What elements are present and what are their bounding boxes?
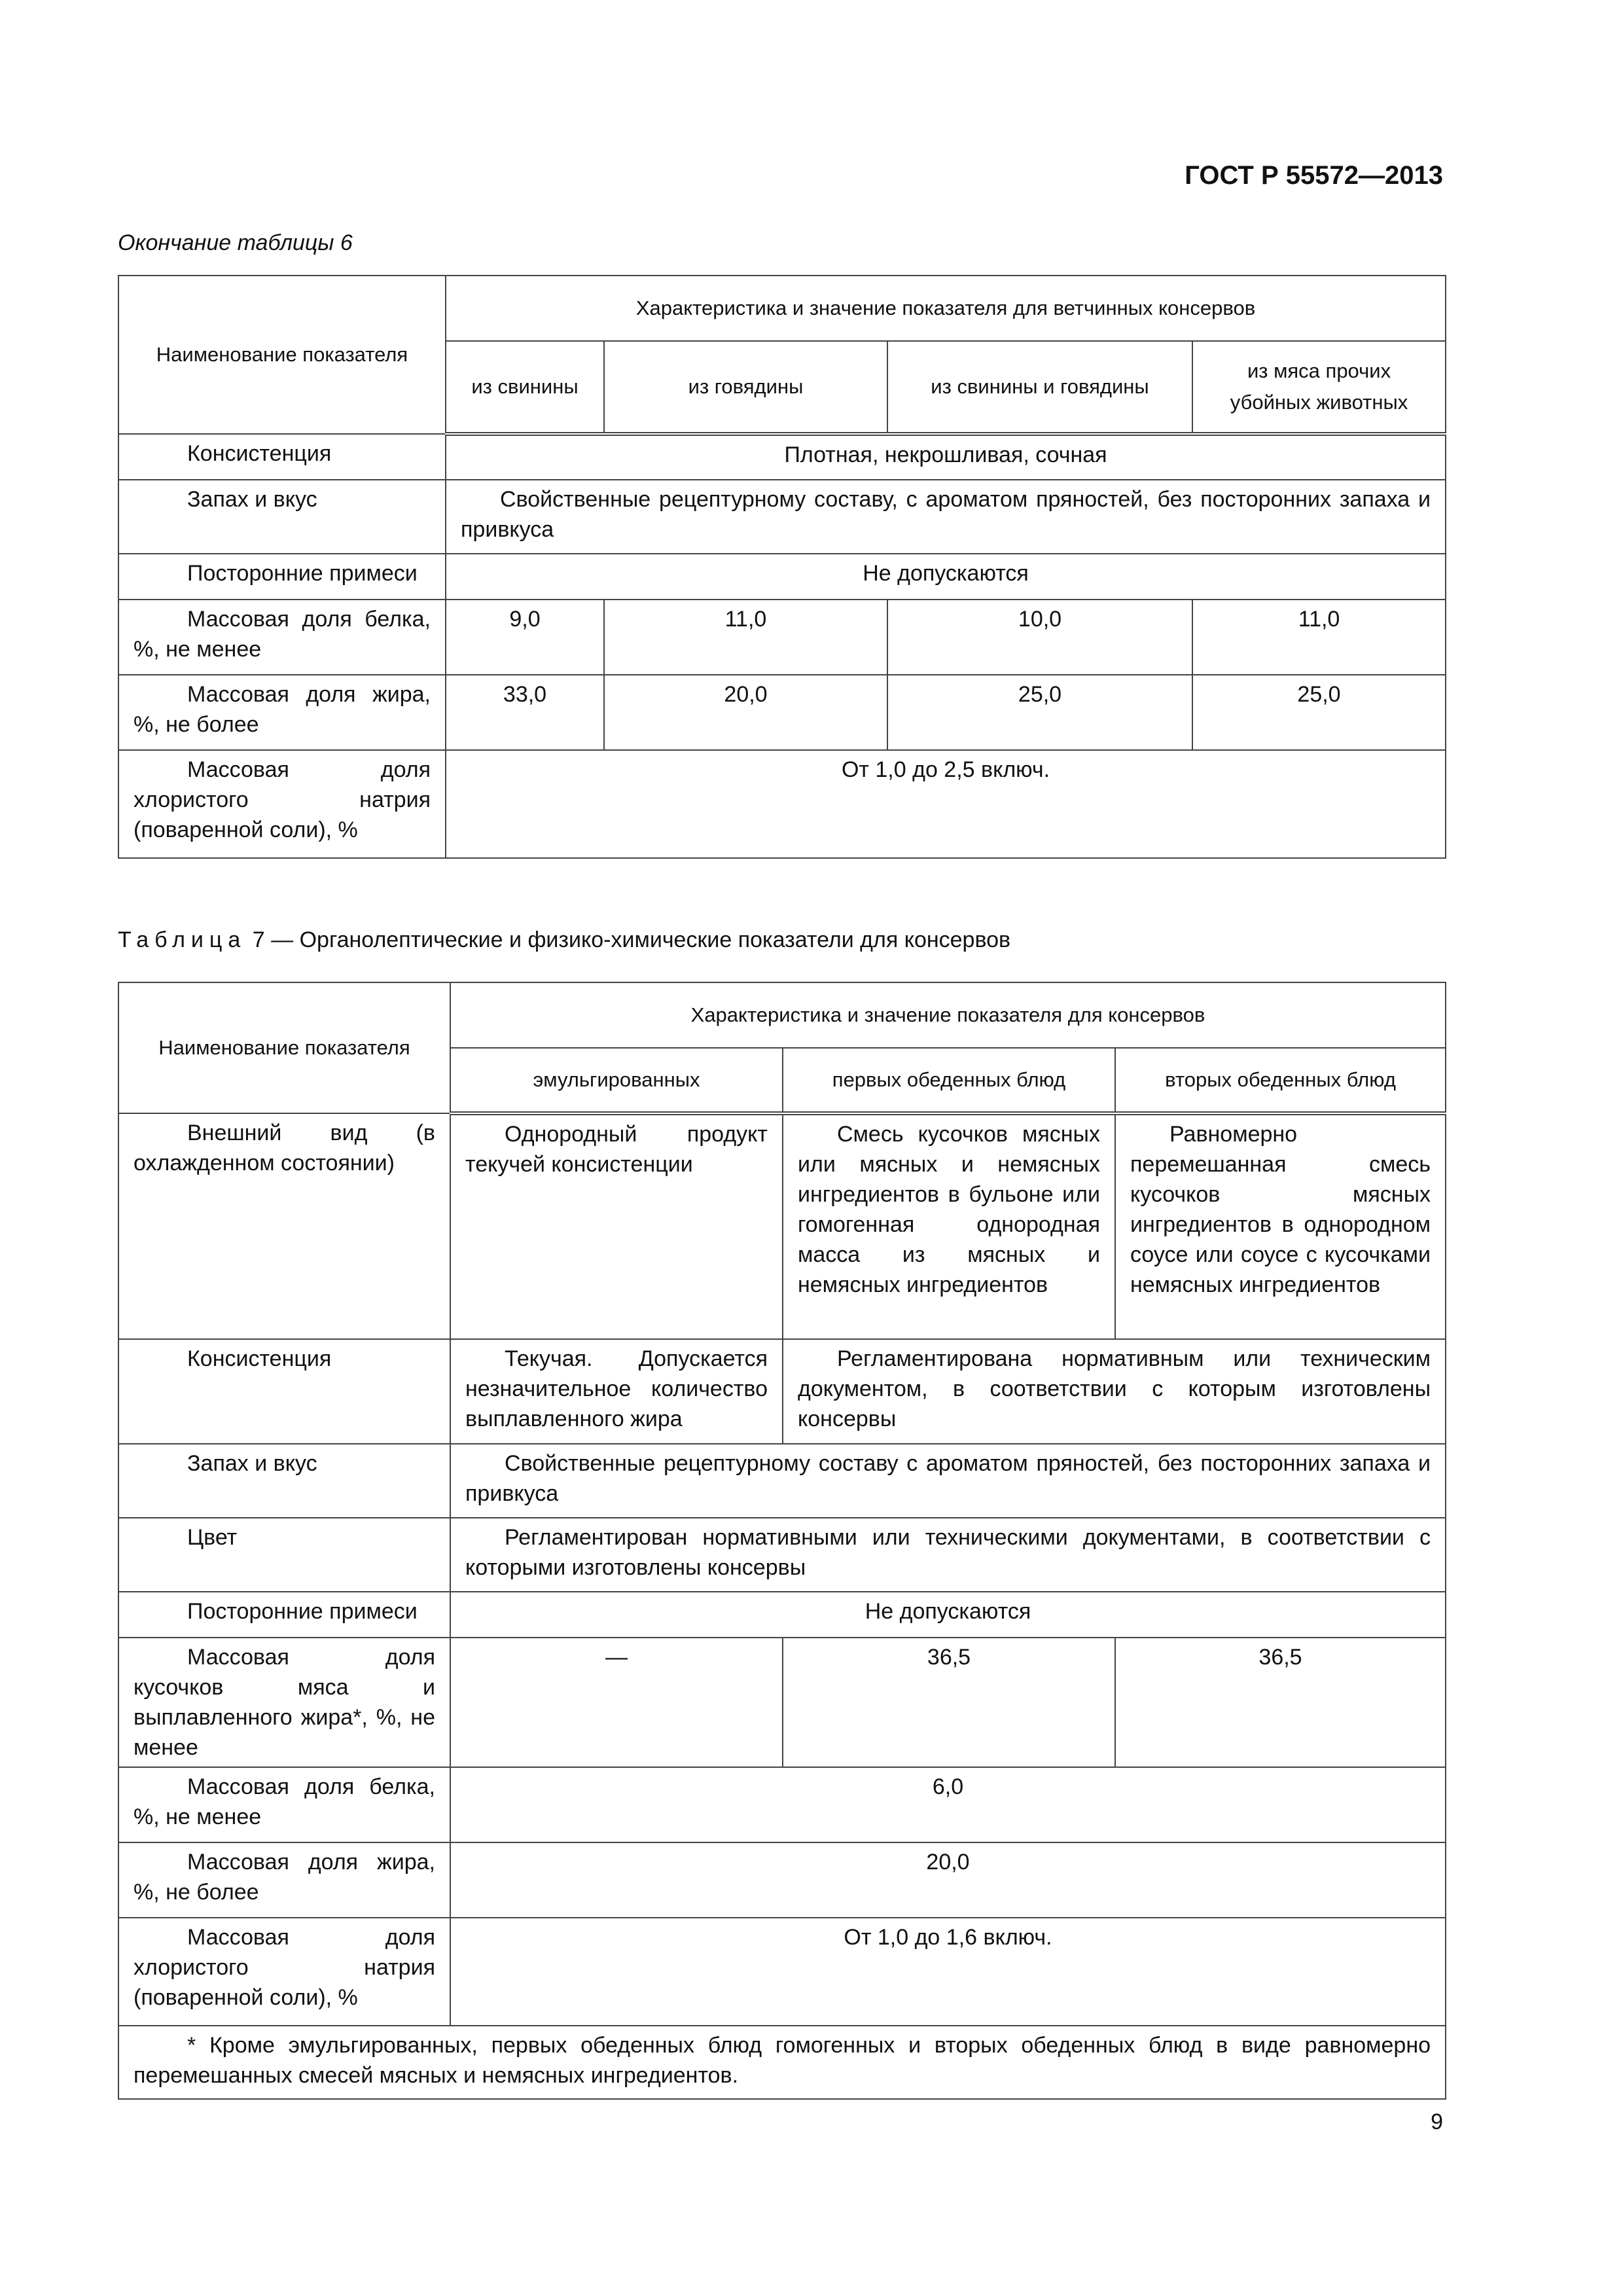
table-row xyxy=(118,1842,1446,1918)
row-name: Цвет xyxy=(118,1518,450,1592)
row-name: Консистенция xyxy=(118,1339,450,1444)
row-value: Однородный продукт текучей консистенции xyxy=(450,1113,783,1339)
table-row xyxy=(118,1444,1446,1518)
table-row xyxy=(118,675,1446,750)
table6-continuation-label: Окончание таблицы 6 xyxy=(118,230,353,255)
table-row xyxy=(118,1592,1446,1638)
row-value: 20,0 xyxy=(604,675,887,750)
row-value: 36,5 xyxy=(1115,1638,1446,1767)
table7-header-col: вторых обеденных блюд xyxy=(1115,1048,1446,1113)
row-name: Консистенция xyxy=(118,434,446,480)
table6-header-name: Наименование показателя xyxy=(118,276,446,434)
row-name: Запах и вкус xyxy=(118,480,446,554)
table7-title-label: Таблица xyxy=(118,927,247,952)
row-name: Массовая доля белка, %, не менее xyxy=(118,1767,450,1842)
table6-header-col: из свинины xyxy=(446,341,604,434)
table7-header-col: эмульгированных xyxy=(450,1048,783,1113)
row-value: Плотная, некрошливая, сочная xyxy=(446,434,1446,480)
row-value: 9,0 xyxy=(446,600,604,675)
row-value: Свойственные рецептурному составу с ароматом пряностей, без посторонних запаха и привкуса xyxy=(450,1444,1446,1518)
row-name: Посторонние примеси xyxy=(118,554,446,600)
row-value: 11,0 xyxy=(1192,600,1446,675)
row-value: 33,0 xyxy=(446,675,604,750)
row-value: Смесь кусочков мясных или мясных и немясных ингредиентов в бульоне или гомогенная однородная масса из мясных и немясных ингредиентов xyxy=(783,1113,1115,1339)
row-name: Внешний вид (в охлажденном состоянии) xyxy=(118,1113,450,1339)
table-row xyxy=(118,750,1446,858)
row-name: Массовая доля жира, %, не более xyxy=(118,675,446,750)
table7-header-name: Наименование показателя xyxy=(118,982,450,1113)
row-value: Регламентирован нормативными или техническими документами, в соответствии с которыми изготовлены консервы xyxy=(450,1518,1446,1592)
row-name: Массовая доля жира, %, не более xyxy=(118,1842,450,1918)
table7-title xyxy=(118,927,1010,953)
row-value: 25,0 xyxy=(887,675,1192,750)
table-6 xyxy=(118,275,1446,859)
table6-header-col: из мяса прочих убойных животных xyxy=(1192,341,1446,434)
row-value: 36,5 xyxy=(783,1638,1115,1767)
row-value: От 1,0 до 1,6 включ. xyxy=(450,1918,1446,2026)
table-row xyxy=(118,1339,1446,1444)
row-value: Не допускаются xyxy=(446,554,1446,600)
table7-footnote: * Кроме эмульгированных, первых обеденных блюд гомогенных и вторых обеденных блюд в виде равномерно перемешанных смесей мясных и немясных ингредиентов. xyxy=(118,2026,1446,2099)
table-row xyxy=(118,434,1446,480)
row-value: 10,0 xyxy=(887,600,1192,675)
row-name: Массовая доля кусочков мяса и выплавленного жира*, %, не менее xyxy=(118,1638,450,1767)
table-row xyxy=(118,1518,1446,1592)
row-value: Регламентирована нормативным или техническим документом, в соответствии с которым изготовлены консервы xyxy=(783,1339,1446,1444)
row-value: От 1,0 до 2,5 включ. xyxy=(446,750,1446,858)
row-value: 25,0 xyxy=(1192,675,1446,750)
table7-header-col: первых обеденных блюд xyxy=(783,1048,1115,1113)
table-row xyxy=(118,1918,1446,2026)
row-value: Не допускаются xyxy=(450,1592,1446,1638)
row-name: Массовая доля хлористого натрия (поваренной соли), % xyxy=(118,750,446,858)
row-value: 11,0 xyxy=(604,600,887,675)
table6-header-col: из говядины xyxy=(604,341,887,434)
row-value: — xyxy=(450,1638,783,1767)
document-code: ГОСТ Р 55572—2013 xyxy=(1185,161,1443,190)
row-value: 20,0 xyxy=(450,1842,1446,1918)
row-value: Равномерно перемешанная смесь кусочков мясных ингредиентов в однородном соусе или соусе с кусочками немясных ингредиентов xyxy=(1115,1113,1446,1339)
table7-title-text: — Органолептические и физико-химические показатели для консервов xyxy=(271,927,1011,952)
row-name: Массовая доля хлористого натрия (поваренной соли), % xyxy=(118,1918,450,2026)
row-name: Запах и вкус xyxy=(118,1444,450,1518)
row-name: Посторонние примеси xyxy=(118,1592,450,1638)
table-row xyxy=(118,1638,1446,1767)
table-row xyxy=(118,480,1446,554)
table6-header-col: из свинины и говядины xyxy=(887,341,1192,434)
table6-header-group: Характеристика и значение показателя для ветчинных консервов xyxy=(446,276,1446,341)
row-name: Массовая доля белка, %, не менее xyxy=(118,600,446,675)
table-7 xyxy=(118,982,1446,2100)
table7-header-group: Характеристика и значение показателя для консервов xyxy=(450,982,1446,1048)
table6-header-row xyxy=(118,276,1446,341)
page-number: 9 xyxy=(1431,2109,1443,2134)
table7-title-number: 7 xyxy=(252,927,265,952)
row-value: Текучая. Допускается незначительное количество выплавленного жира xyxy=(450,1339,783,1444)
table-row xyxy=(118,1113,1446,1339)
table-row xyxy=(118,554,1446,600)
table-row xyxy=(118,600,1446,675)
table7-header-row xyxy=(118,982,1446,1048)
row-value: 6,0 xyxy=(450,1767,1446,1842)
table7-footnote-row xyxy=(118,2026,1446,2099)
row-value: Свойственные рецептурному составу, с ароматом пряностей, без посторонних запаха и привкуса xyxy=(446,480,1446,554)
table-row xyxy=(118,1767,1446,1842)
